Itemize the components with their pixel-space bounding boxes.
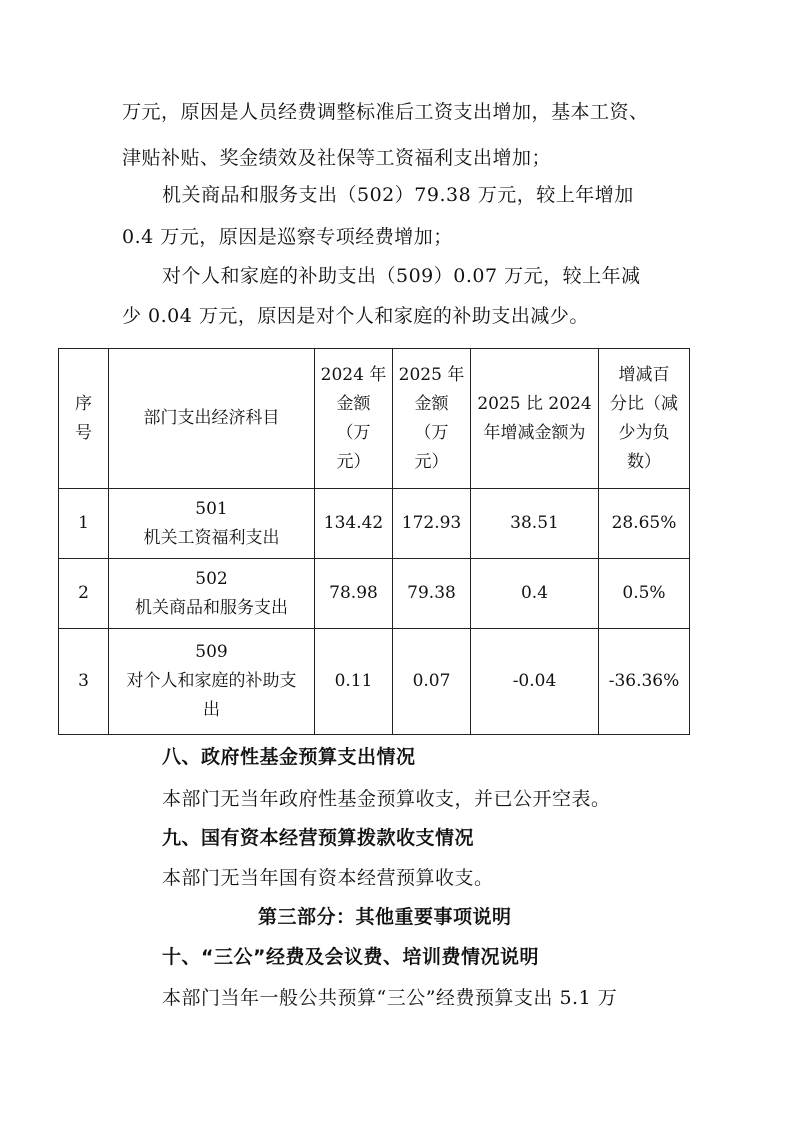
table-row bbox=[59, 489, 690, 559]
row-2025-amount: 0.07 bbox=[393, 629, 471, 735]
paragraph-line: 机关商品和服务支出（502）79.38 万元，较上年增加 bbox=[162, 184, 634, 206]
section-heading-10: 十、“三公”经费及会议费、培训费情况说明 bbox=[162, 946, 539, 968]
row-pct-change: 28.65% bbox=[599, 489, 690, 559]
budget-table bbox=[58, 348, 690, 735]
header-2025-amount: 2025 年 金额 （万 元） bbox=[393, 349, 471, 489]
row-2024-amount: 134.42 bbox=[315, 489, 393, 559]
paragraph-line: 少 0.04 万元，原因是对个人和家庭的补助支出减少。 bbox=[122, 305, 589, 327]
section-body-10: 本部门当年一般公共预算“三公”经费预算支出 5.1 万 bbox=[162, 987, 618, 1009]
paragraph-line: 津贴补贴、奖金绩效及社保等工资福利支出增加； bbox=[122, 147, 552, 169]
paragraph-line: 0.4 万元，原因是巡察专项经费增加； bbox=[122, 226, 453, 248]
section-heading-8: 八、政府性基金预算支出情况 bbox=[162, 746, 416, 768]
section-body-8: 本部门无当年政府性基金预算收支，并已公开空表。 bbox=[162, 788, 611, 810]
section-body-9: 本部门无当年国有资本经营预算收支。 bbox=[162, 867, 494, 889]
row-category: 501 机关工资福利支出 bbox=[109, 489, 315, 559]
row-category: 509 对个人和家庭的补助支 出 bbox=[109, 629, 315, 735]
row-diff-amount: 38.51 bbox=[471, 489, 599, 559]
paragraph-line: 万元，原因是人员经费调整标准后工资支出增加，基本工资、 bbox=[122, 101, 649, 123]
header-index: 序 号 bbox=[59, 349, 109, 489]
header-diff-amount: 2025 比 2024 年增减金额为 bbox=[471, 349, 599, 489]
row-pct-change: 0.5% bbox=[599, 559, 690, 629]
row-index: 1 bbox=[59, 489, 109, 559]
paragraph-line: 对个人和家庭的补助支出（509）0.07 万元，较上年减 bbox=[162, 265, 641, 287]
table-row bbox=[59, 559, 690, 629]
row-2024-amount: 0.11 bbox=[315, 629, 393, 735]
row-category: 502 机关商品和服务支出 bbox=[109, 559, 315, 629]
table-header-row bbox=[59, 349, 690, 489]
header-category: 部门支出经济科目 bbox=[109, 349, 315, 489]
row-pct-change: -36.36% bbox=[599, 629, 690, 735]
row-2025-amount: 172.93 bbox=[393, 489, 471, 559]
row-diff-amount: 0.4 bbox=[471, 559, 599, 629]
row-diff-amount: -0.04 bbox=[471, 629, 599, 735]
row-index: 3 bbox=[59, 629, 109, 735]
row-2025-amount: 79.38 bbox=[393, 559, 471, 629]
table-row bbox=[59, 629, 690, 735]
section-heading-9: 九、国有资本经营预算拨款收支情况 bbox=[162, 827, 475, 849]
row-2024-amount: 78.98 bbox=[315, 559, 393, 629]
header-pct-change: 增减百 分比（减 少为负 数） bbox=[599, 349, 690, 489]
part-title: 第三部分：其他重要事项说明 bbox=[258, 906, 512, 928]
header-2024-amount: 2024 年 金额 （万 元） bbox=[315, 349, 393, 489]
row-index: 2 bbox=[59, 559, 109, 629]
